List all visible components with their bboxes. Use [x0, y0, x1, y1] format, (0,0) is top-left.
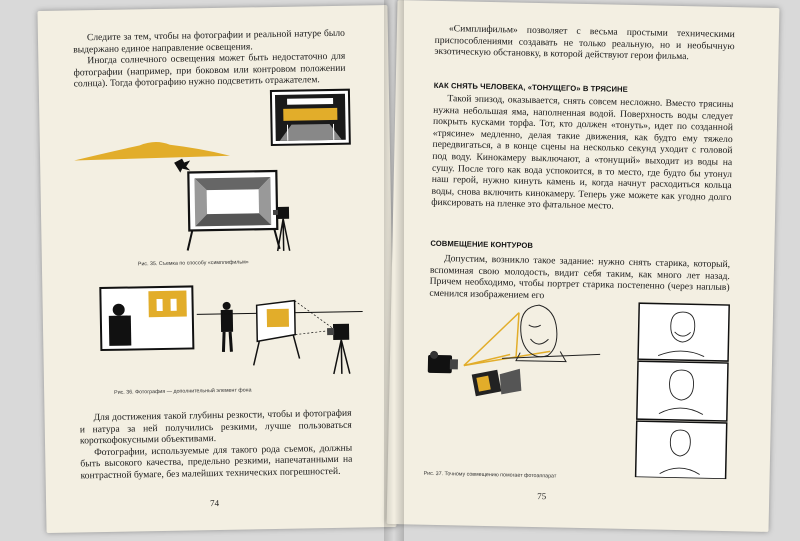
left-para-2: Иногда солнечного освещения может быть недостаточно для фотографии (например, при боковом или контровом положении солнца). Тогда фотографию нужно подсветить отражателем. — [73, 50, 346, 90]
fig36-framed-photo — [100, 286, 193, 350]
right-para-1-text: «Симплифильм» позволяет с весьма простыми техническими приспособлениями создавать не только реальную, но и необычную экзотическую обстановку, в которой действуют герои фильма. — [434, 23, 735, 63]
fig35-small-photo — [271, 90, 350, 145]
right-para-3-text: Допустим, возникло такое задание: нужно снять старика, который, вспоминая свою молодость, видит себя таким, как много лет назад. Причем необходимо, чтобы портрет старика постепенно (через наплыв) сменился изображением его — [429, 253, 731, 301]
left-top-text — [73, 28, 346, 91]
caption-fig-36: Рис. 36. Фотография — дополнительный элемент фона — [114, 387, 252, 396]
left-para-3: Для достижения такой глубины резкости, чтобы и фотография и натура за ней получились резкими, лучше пользоваться короткофокусными объективами. — [79, 407, 352, 447]
right-page-number: 75 — [537, 491, 547, 502]
left-para-1: Следите за тем, чтобы на фотографии и реальной натуре было выдержано единое направление освещения. — [73, 27, 346, 56]
book-gutter — [384, 0, 404, 541]
caption-fig-37: Рис. 37. Точному совмещению помогает фотоаппарат — [423, 470, 557, 480]
fig36-screen — [253, 301, 300, 366]
left-para-4: Фотографии, используемые для такого рода съемок, должны быть высокого качества, предельно резкими, напечатанными на контрастной бумаге, без малейших технических погрешностей. — [80, 442, 353, 482]
heading-swamp: КАК СНЯТЬ ЧЕЛОВЕКА, «ТОНУЩЕГО» В ТРЯСИНЕ — [433, 80, 628, 94]
fig37-panels — [636, 303, 730, 479]
figure-35 — [69, 83, 362, 268]
right-para-2 — [431, 93, 733, 215]
figure-37 — [418, 293, 762, 480]
fig35-yellow-hills — [74, 141, 230, 161]
right-para-2-text: Такой эпизод, оказывается, снять совсем несложно. Вместо трясины нужна небольшая яма, наполненная водой. Поверхность воды следует покрыть кусками торфа. Тот, кто должен «тонуть», идет по созданной «трясине» медленно, делая такие движения, как будто ему тяжело передвигаться, а в конце сцены на несколько секунд уходит с головой под воду. Кинокамеру выключают, а «тонущий» выходит из воды на сушу. После того как вода успокоится, в то место, где будто бы утонул наш герой, нужно кинуть камень и, когда начнут расходиться кольца воды, снова включить кинокамеру. Теперь уже можете как угодно долго фиксировать на пленке это фатальное место. — [431, 93, 734, 212]
fig37-photo-camera — [471, 368, 522, 398]
figure-36 — [72, 277, 364, 392]
caption-fig-35: Рис. 35. Съемка по способу «симплифильм» — [137, 259, 249, 268]
left-bottom-text — [79, 408, 352, 482]
left-page-number: 74 — [209, 498, 220, 509]
right-para-1 — [434, 23, 735, 64]
fig35-stage-frame — [186, 171, 279, 251]
fig36-person — [221, 302, 234, 352]
fig37-movie-camera — [428, 351, 458, 374]
fig36-camera — [327, 324, 350, 374]
fig37-projection-lines — [464, 312, 551, 368]
left-page — [37, 5, 396, 533]
heading-contours: СОВМЕЩЕНИЕ КОНТУРОВ — [430, 238, 534, 250]
right-page — [387, 0, 780, 532]
fig35-bird-shape — [174, 158, 190, 172]
